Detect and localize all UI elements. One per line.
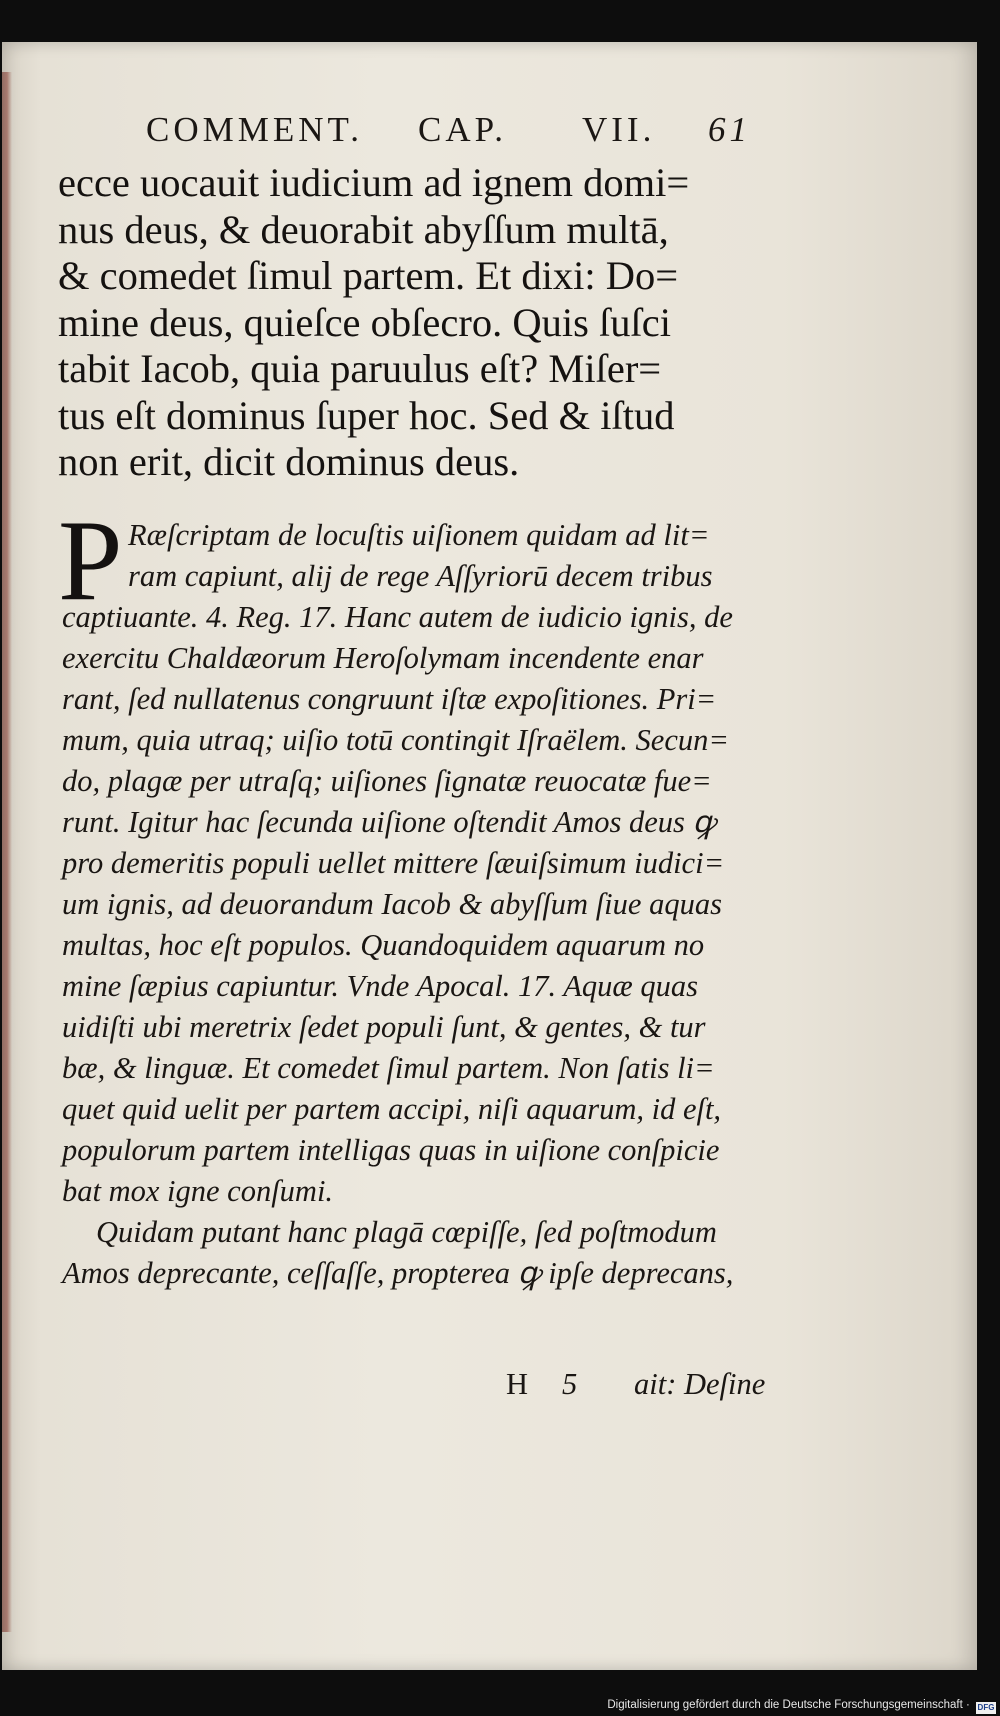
commentary-line: bat mox igne conſumi. [62, 1174, 334, 1208]
running-title-cap: CAP. [418, 110, 507, 149]
verse-line: ecce uocauit iudicium ad ignem domi= [58, 160, 690, 205]
commentary-block [62, 515, 772, 1294]
commentary-line: Amos deprecante, ceſſaſſe, propterea ꝙ ipſe deprecans, [62, 1256, 734, 1290]
commentary-line: ram capiunt, alij de rege Aſſyriorū decem tribus [128, 559, 713, 593]
commentary-line: pro demeritis populi uellet mittere ſæuiſsimum iudici= [62, 846, 725, 880]
running-title-comment: COMMENT. [146, 110, 364, 149]
commentary-line: rant, ſed nullatenus congruunt iſtæ expoſitiones. Pri= [62, 682, 717, 716]
running-header [146, 110, 766, 160]
signature-number: 5 [562, 1367, 578, 1401]
digitization-credit [607, 1697, 996, 1713]
scripture-verse-block [58, 160, 758, 486]
commentary-line: do, plagæ per utraſq; uiſiones ſignatæ reuocatæ fue= [62, 764, 712, 798]
verse-line: tabit Iacob, quia paruulus eſt? Miſer= [58, 346, 662, 391]
commentary-line: quet quid uelit per partem accipi, niſi aquarum, id eſt, [62, 1092, 722, 1126]
commentary-line: bæ, & linguæ. Et comedet ſimul partem. Non ſatis li= [62, 1051, 715, 1085]
commentary-line: um ignis, ad deuorandum Iacob & abyſſum ſiue aquas [62, 887, 722, 921]
commentary-line: Quidam putant hanc plagā cœpiſſe, ſed poſtmodum [96, 1215, 717, 1249]
verse-line: nus deus, & deuorabit abyſſum multā, [58, 206, 669, 252]
running-title-chapter: VII. [582, 110, 656, 149]
drop-capital: P [58, 497, 123, 625]
page-binding-edge [2, 72, 12, 1632]
verse-line: non erit, dicit dominus deus. [58, 439, 520, 484]
signature-line [62, 1364, 772, 1405]
commentary-line: Ræſcriptam de locuſtis uiſionem quidam ad lit= [128, 518, 710, 552]
catchword: ait: Deſine [634, 1367, 766, 1401]
signature-mark: H [506, 1367, 529, 1401]
commentary-line: multas, hoc eſt populos. Quandoquidem aquarum no [62, 928, 705, 962]
commentary-line: mine ſæpius capiuntur. Vnde Apocal. 17. Aquæ quas [62, 969, 698, 1003]
folio-number: 61 [708, 110, 751, 149]
commentary-line: captiuante. 4. Reg. 17. Hanc autem de iudicio ignis, de [62, 600, 733, 634]
commentary-line: runt. Igitur hac ſecunda uiſione oſtendit Amos deus ꝙ [62, 805, 716, 839]
commentary-line: populorum partem intelligas quas in uiſione conſpicie [62, 1133, 720, 1167]
credit-text: Digitalisierung gefördert durch die Deutsche Forschungsgemeinschaft · [607, 1699, 970, 1711]
verse-line: mine deus, quieſce obſecro. Quis ſuſci [58, 299, 671, 345]
verse-line: & comedet ſimul partem. Et dixi: Do= [58, 253, 679, 298]
verse-line: tus eſt dominus ſuper hoc. Sed & iſtud [58, 392, 675, 438]
commentary-line: mum, quia utraq; uiſio totū contingit Iſraëlem. Secun= [62, 723, 729, 757]
commentary-line: uidiſti ubi meretrix ſedet populi ſunt, & gentes, & tur [62, 1010, 706, 1044]
dfg-logo: DFG [977, 1703, 995, 1712]
commentary-line: exercitu Chaldæorum Heroſolymam incendente enar [62, 641, 704, 675]
